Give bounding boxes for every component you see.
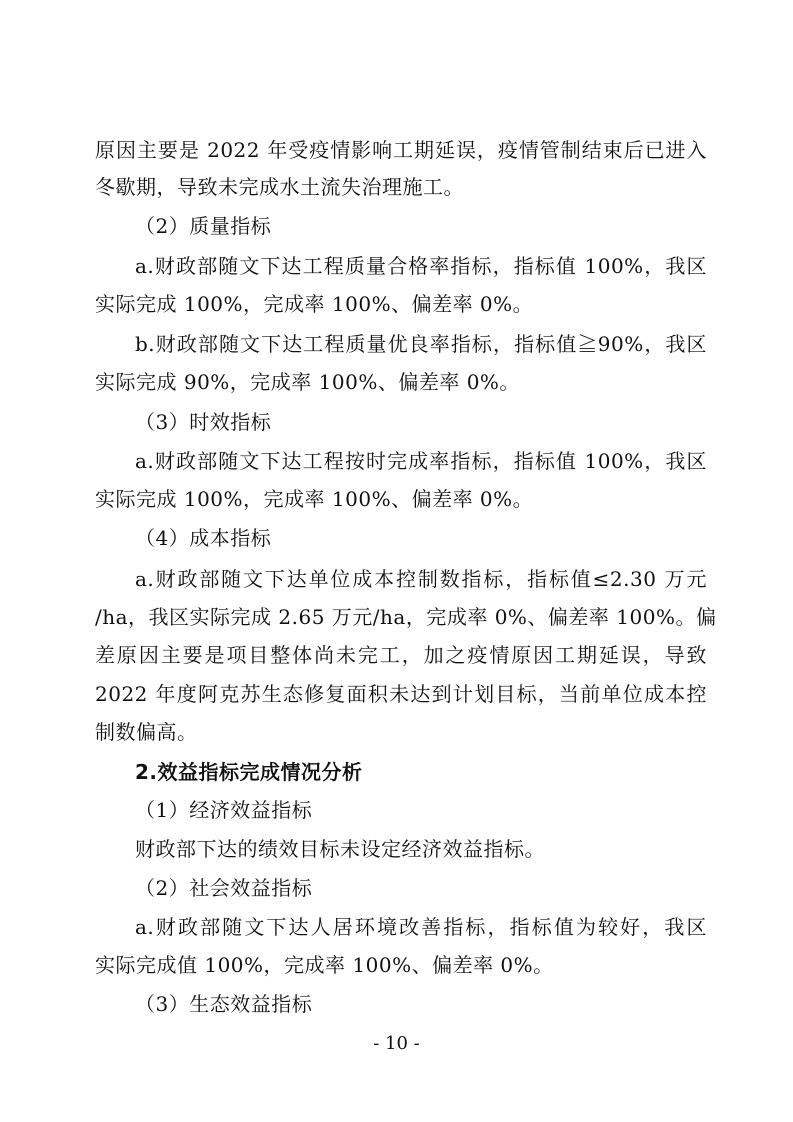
text-line-19: 财政部下达的绩效目标未设定经济效益指标。 <box>135 837 545 861</box>
text-line-7: 实际完成 90%，完成率 100%、偏差率 0%。 <box>95 370 520 394</box>
text-line-15: 2022 年度阿克苏生态修复面积未达到计划目标，当前单位成本控 <box>95 682 707 706</box>
text-line-5: 实际完成 100%，完成率 100%、偏差率 0%。 <box>95 292 534 316</box>
subsection-cost: （4）成本指标 <box>135 526 272 550</box>
text-line-2: 冬歇期，导致未完成水土流失治理施工。 <box>95 175 464 199</box>
subsection-quality: （2）质量指标 <box>135 214 272 238</box>
text-line-21: a.财政部随文下达人居环境改善指标，指标值为较好，我区 <box>135 915 707 939</box>
text-line-9: a.财政部随文下达工程按时完成率指标，指标值 100%，我区 <box>135 449 707 473</box>
subsection-social: （2）社会效益指标 <box>135 876 313 900</box>
subsection-ecological: （3）生态效益指标 <box>135 992 313 1016</box>
text-line-10: 实际完成 100%，完成率 100%、偏差率 0%。 <box>95 487 534 511</box>
text-line-4: a.财政部随文下达工程质量合格率指标，指标值 100%，我区 <box>135 254 707 278</box>
text-line-22: 实际完成值 100%，完成率 100%、偏差率 0%。 <box>95 953 554 977</box>
text-line-1: 原因主要是 2022 年受疫情影响工期延误，疫情管制结束后已进入 <box>95 138 707 162</box>
section-heading-benefit: 2.效益指标完成情况分析 <box>135 760 363 784</box>
subsection-timeliness: （3）时效指标 <box>135 410 272 434</box>
text-line-12: a.财政部随文下达单位成本控制数指标，指标值≤2.30 万元 <box>135 567 707 591</box>
page-number: - 10 - <box>373 1033 420 1054</box>
text-line-14: 差原因主要是项目整体尚未完工，加之疫情原因工期延误，导致 <box>95 643 707 667</box>
subsection-economic: （1）经济效益指标 <box>135 798 313 822</box>
text-line-6: b.财政部随文下达工程质量优良率指标，指标值≧90%，我区 <box>135 332 707 356</box>
text-line-16: 制数偏高。 <box>95 720 198 744</box>
text-line-13: /ha，我区实际完成 2.65 万元/ha，完成率 0%、偏差率 100%。偏 <box>95 605 717 629</box>
